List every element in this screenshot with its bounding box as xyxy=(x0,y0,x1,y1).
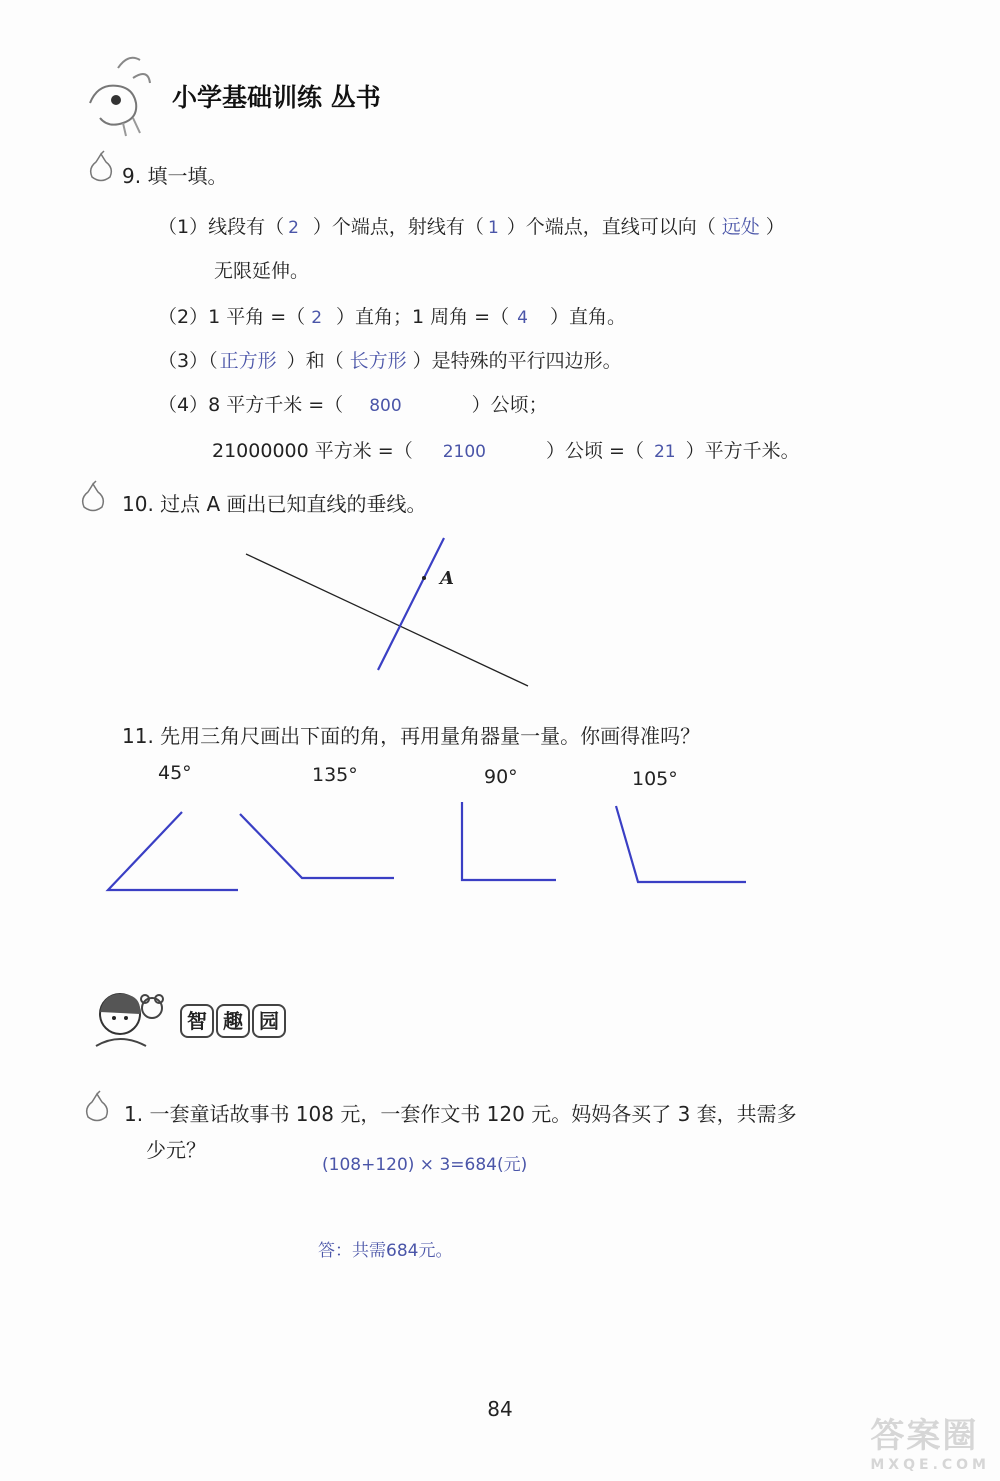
series-title: 小学基础训练 丛书 xyxy=(172,83,381,112)
s1-answer: 答：共需684元。 xyxy=(318,1241,453,1261)
point-a-dot xyxy=(422,576,426,580)
s1-title-line1: 1. 一套童话故事书 108 元，一套作文书 120 元。妈妈各买了 3 套，共需多 xyxy=(124,1102,797,1126)
given-line xyxy=(246,554,528,686)
q9-p4-answer-2: 2100 xyxy=(442,442,486,462)
angle-45 xyxy=(108,812,238,890)
q9-p4-answer-3: 21 xyxy=(653,442,676,462)
point-a-label: A xyxy=(440,568,454,589)
q9-p3-answer-2: 长方形 xyxy=(349,350,407,372)
q10-figure xyxy=(230,530,550,700)
watermark-sub: MXQE.COM xyxy=(870,1457,990,1473)
q9-p4-answer-1: 800 xyxy=(369,396,402,416)
q11-title: 11. 先用三角尺画出下面的角，再用量角器量一量。你画得准吗？ xyxy=(122,724,701,748)
q9-p1-answer-1: 2 xyxy=(288,218,299,238)
section-char-1: 智 xyxy=(180,1004,214,1038)
q10-title: 10. 过点 A 画出已知直线的垂线。 xyxy=(122,492,427,516)
watermark xyxy=(870,1408,990,1473)
pear-bullet-icon xyxy=(80,1090,114,1124)
q9-part2: （2）1 平角 =（ 2 ）直角；1 周角 =（ 4 ）直角。 xyxy=(158,306,626,328)
page-number: 84 xyxy=(487,1397,513,1421)
section-char-2: 趣 xyxy=(216,1004,250,1038)
angle-label-135: 135° xyxy=(312,764,358,786)
q9-p1-answer-3: 远处 xyxy=(721,216,760,238)
q11-angles-drawing xyxy=(100,800,760,910)
s1-work: (108+120) × 3=684(元) xyxy=(322,1155,528,1175)
q9-p2-answer-2: 4 xyxy=(517,308,528,328)
pear-bullet-icon xyxy=(84,150,118,184)
girl-mascot-icon xyxy=(78,48,168,138)
q9-part1-continued: 无限延伸。 xyxy=(214,260,310,282)
q9-part1: （1）线段有（ 2 ）个端点，射线有（ 1 ）个端点，直线可以向（ 远处 ） xyxy=(158,216,785,238)
pear-bullet-icon xyxy=(76,480,110,514)
q9-p1-answer-2: 1 xyxy=(487,218,499,238)
drawn-perpendicular xyxy=(378,538,444,670)
angle-105 xyxy=(616,806,746,882)
angle-90 xyxy=(462,802,556,880)
section-char-3: 园 xyxy=(252,1004,286,1038)
q9-part4-continued: 21000000 平方米 =（ 2100 ）公顷 =（ 21 ）平方千米。 xyxy=(212,440,800,462)
q9-p3-answer-1: 正方形 xyxy=(219,350,277,372)
q9-part4: （4）8 平方千米 =（ 800 ）公顷； xyxy=(158,394,548,416)
section-title xyxy=(180,1004,288,1038)
q9-part3: （3）（ 正方形 ）和（ 长方形 ）是特殊的平行四边形。 xyxy=(158,350,622,372)
angle-135 xyxy=(240,814,394,878)
angle-label-105: 105° xyxy=(632,768,678,790)
child-with-bear-icon xyxy=(84,984,180,1054)
q9-title: 9. 填一填。 xyxy=(122,164,228,188)
q9-p2-answer-1: 2 xyxy=(311,308,323,328)
angle-label-45: 45° xyxy=(158,762,192,784)
angle-label-90: 90° xyxy=(484,766,518,788)
watermark-text: 答案圈 xyxy=(870,1416,979,1456)
s1-title-line2: 少元？ xyxy=(146,1138,206,1162)
